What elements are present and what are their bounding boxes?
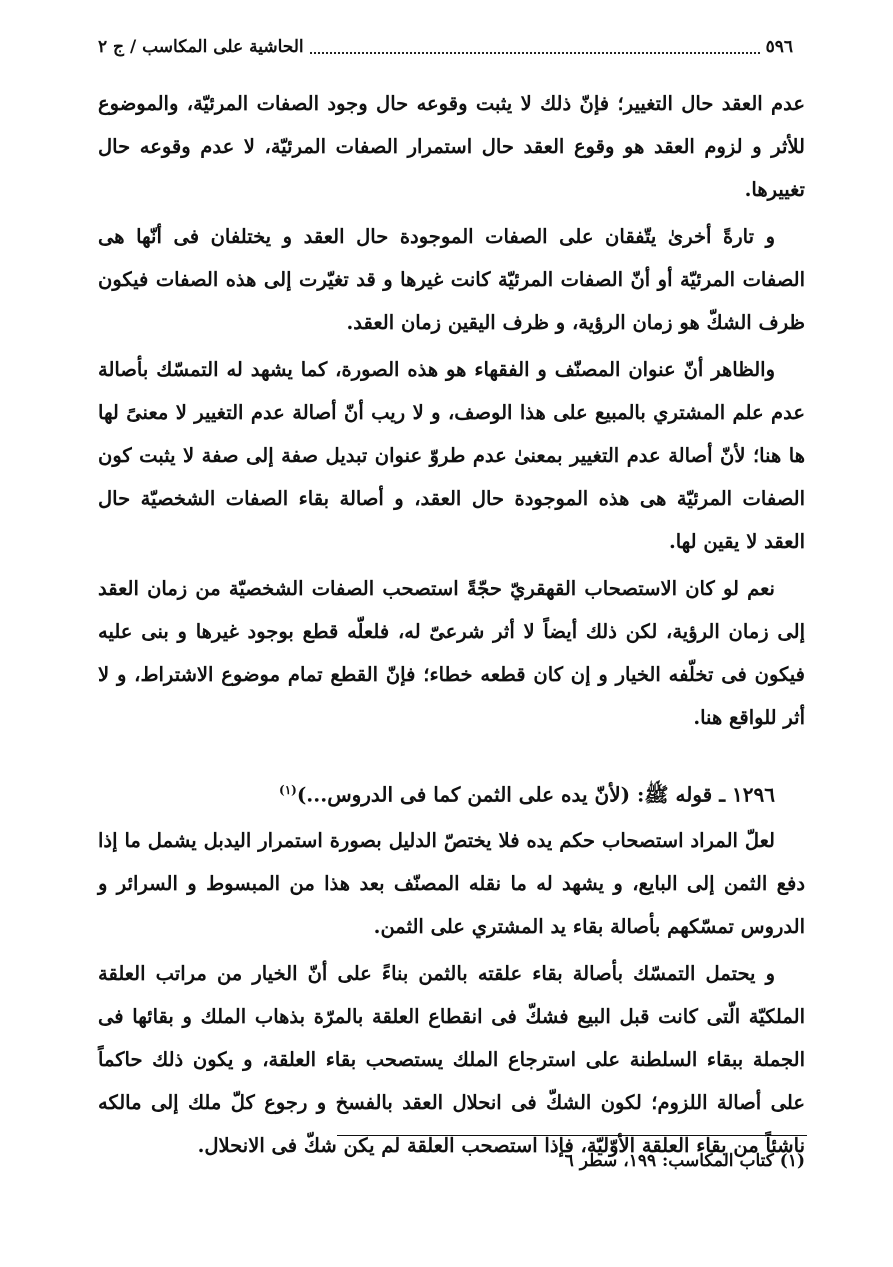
footnote: (١) كتاب المكاسب: ١٩٩، سطر ٦ bbox=[564, 1151, 805, 1171]
section-heading-text: ١٢٩٦ ـ قوله ﷺ: (لأنّ يده على الثمن كما فى الدروس...) bbox=[296, 782, 775, 807]
section-heading bbox=[98, 769, 805, 817]
body-text bbox=[98, 82, 805, 1171]
running-title: الحاشية على المكاسب / ج ٢ bbox=[98, 37, 304, 57]
paragraph: و يحتمل التمسّك بأصالة بقاء علقته بالثمن بناءً على أنّ الخيار من مراتب العلقة الملكيّة الّتى كانت قبل البيع فشكّ فى انقطاع العلقة بالمرّة بذهاب الملك و بقائها فى الجملة ببقاء السلطنة على استرجاع الملك يستصحب بقاء العلقة، و يكون ذلك حاكماً على أصالة اللزوم؛ لكون الشكّ فى انحلال العقد بالفسخ و رجوع كلّ ملك إلى مالكه ناشئاً من بقاء العلقة الأوّليّة، فإذا استصحب العلقة لم يكن شكّ فى الانحلال. bbox=[98, 961, 805, 1157]
footnote-separator bbox=[337, 1135, 807, 1136]
header-leader-dots bbox=[310, 40, 760, 54]
paragraph: و تارةً أخرىٰ يتّفقان على الصفات الموجودة حال العقد و يختلفان فى أنّها هى الصفات المرئيّة أو أنّ الصفات المرئيّة كانت غيرها و قد تغيّرت إلى هذه الصفات فيكون ظرف الشكّ هو زمان الرؤية، و ظرف اليقين زمان العقد. bbox=[98, 225, 805, 334]
paragraph: لعلّ المراد استصحاب حكم يده فلا يختصّ الدليل بصورة استمرار اليدبل يشمل ما إذا دفع الثمن إلى البايع، و يشهد له ما نقله المصنّف بعد هذا من المبسوط و السرائر و الدروس تمسّكهم بأصالة بقاء يد المشتري على الثمن. bbox=[98, 828, 805, 938]
paragraph: والظاهر أنّ عنوان المصنّف و الفقهاء هو هذه الصورة، كما يشهد له التمسّك بأصالة عدم علم المشتري بالمبيع على هذا الوصف، و لا ريب أنّ أصالة عدم التغيير لا معنىً لها ها هنا؛ لأنّ أصالة عدم التغيير بمعنىٰ عدم طروّ عنوان تبديل صفة إلى صفة لا يثبت كون الصفات المرئيّة هى هذه الموجودة حال العقد، و أصالة بقاء الصفات الشخصيّة حال العقد لا يقين لها. bbox=[98, 358, 805, 553]
paragraph: عدم العقد حال التغيير؛ فإنّ ذلك لا يثبت وقوعه حال وجود الصفات المرئيّة، والموضوع للأثر و لزوم العقد هو وقوع العقد حال استمرار الصفات المرئيّة، لا عدم وقوعه حال تغييرها. bbox=[98, 92, 805, 201]
footnote-marker[interactable]: (١) bbox=[279, 783, 297, 797]
page-number: ٥٩٦ bbox=[765, 37, 793, 57]
page-header bbox=[98, 32, 793, 62]
paragraph: نعم لو كان الاستصحاب القهقريّ حجّةً استصحب الصفات الشخصيّة من زمان العقد إلى زمان الرؤية، لكن ذلك أيضاً لا أثر شرعىّ له، فلعلّه قطع بوجود غيرها و بنى عليه فيكون فى تخلّفه الخيار و إن كان قطعه خطاء؛ فإنّ القطع تمام موضوع الاشتراط، و لا أثر للواقع هنا. bbox=[98, 577, 805, 729]
